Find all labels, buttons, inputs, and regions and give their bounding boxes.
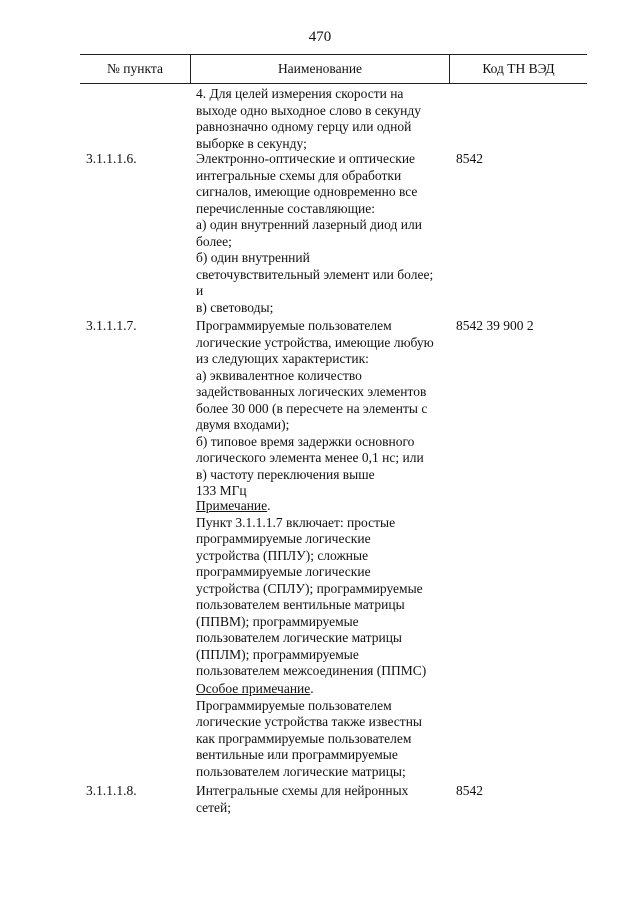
text-line: а) один внутренний лазерный диод или — [196, 217, 422, 232]
column-header-number: № пункта — [107, 61, 163, 76]
entry-number: 3.1.1.1.7. — [86, 318, 137, 333]
text-line: в) частоту переключения выше — [196, 466, 375, 482]
text-line: 133 МГц — [196, 483, 247, 498]
text-line: а) эквивалентное количество — [196, 367, 362, 383]
entry-code: 8542 — [456, 151, 483, 166]
text-line: программируемые логические — [196, 564, 371, 579]
continuation-text — [196, 86, 454, 152]
text-line: сетей; — [196, 799, 232, 815]
entry-text — [196, 318, 454, 500]
text-line: равнозначно одному герцу или одной — [196, 119, 412, 134]
text-line: более 30 000 (в пересчете на элементы с — [196, 400, 428, 416]
text-line: сигналов, имеющие одновременно все — [196, 184, 418, 199]
entry-code: 8542 39 900 2 — [456, 318, 534, 333]
text-line: интегральные схемы для обработки — [196, 167, 402, 183]
special-note-title-suffix: . — [310, 681, 314, 696]
text-line: светочувствительный элемент или более; — [196, 266, 434, 282]
text-line: пользователем вентильные матрицы — [196, 597, 405, 612]
note-title-suffix: . — [267, 498, 271, 513]
entry-number: 3.1.1.1.8. — [86, 783, 137, 798]
text-line: (ППВМ); программируемые — [196, 613, 359, 629]
text-line: Программируемые пользователем — [196, 697, 392, 713]
text-line: устройства (СПЛУ); программируемые — [196, 580, 423, 596]
text-line: задействованных логических элементов — [196, 384, 427, 399]
text-line: вентильные или программируемые — [196, 747, 398, 762]
text-line: выходе одно выходное слово в секунду — [196, 102, 422, 118]
text-line: более; — [196, 233, 232, 249]
note-title-line — [196, 498, 454, 515]
text-line: б) типовое время задержки основного — [196, 433, 415, 449]
column-header-code: Код ТН ВЭД — [482, 61, 555, 76]
text-line: Интегральные схемы для нейронных — [196, 783, 409, 798]
text-line: Электронно-оптические и оптические — [196, 151, 416, 166]
text-line: выборке в секунду; — [196, 135, 307, 151]
text-line: как программируемые пользователем — [196, 730, 412, 746]
text-line: пользователем межсоединения (ППМС) — [196, 663, 427, 678]
text-line: и — [196, 283, 204, 298]
entry-code: 8542 — [456, 783, 483, 798]
special-note-title: Особое примечание — [196, 681, 311, 696]
text-line: логического элемента менее 0,1 нс; или — [196, 450, 424, 465]
entry-number: 3.1.1.1.6. — [86, 151, 137, 166]
table-header — [80, 54, 587, 84]
column-header-name: Наименование — [190, 55, 450, 83]
page-number: 470 — [308, 29, 332, 45]
text-line: 4. Для целей измерения скорости на — [196, 86, 404, 101]
text-line: б) один внутренний — [196, 250, 310, 265]
text-line: перечисленные составляющие: — [196, 200, 375, 216]
text-line: в) световоды; — [196, 299, 274, 315]
text-line: Пункт 3.1.1.1.7 включает: простые — [196, 514, 396, 530]
text-line: из следующих характеристик: — [196, 351, 369, 366]
entry-text — [196, 783, 454, 816]
entry-text — [196, 151, 454, 316]
text-line: Программируемые пользователем — [196, 318, 392, 333]
special-note-text — [196, 681, 454, 780]
text-line: программируемые логические — [196, 531, 371, 546]
text-line: логические устройства также известны — [196, 714, 422, 729]
note-title: Примечание — [196, 498, 268, 513]
text-line: логические устройства, имеющие любую — [196, 334, 434, 350]
text-line: пользователем логические матрицы — [196, 630, 403, 645]
text-line: (ППЛМ); программируемые — [196, 646, 359, 662]
note-text — [196, 498, 454, 680]
text-line: пользователем логические матрицы; — [196, 763, 406, 779]
text-line: устройства (ППЛУ); сложные — [196, 547, 369, 563]
text-line: двумя входами); — [196, 417, 290, 432]
special-note-title-line — [196, 681, 454, 698]
